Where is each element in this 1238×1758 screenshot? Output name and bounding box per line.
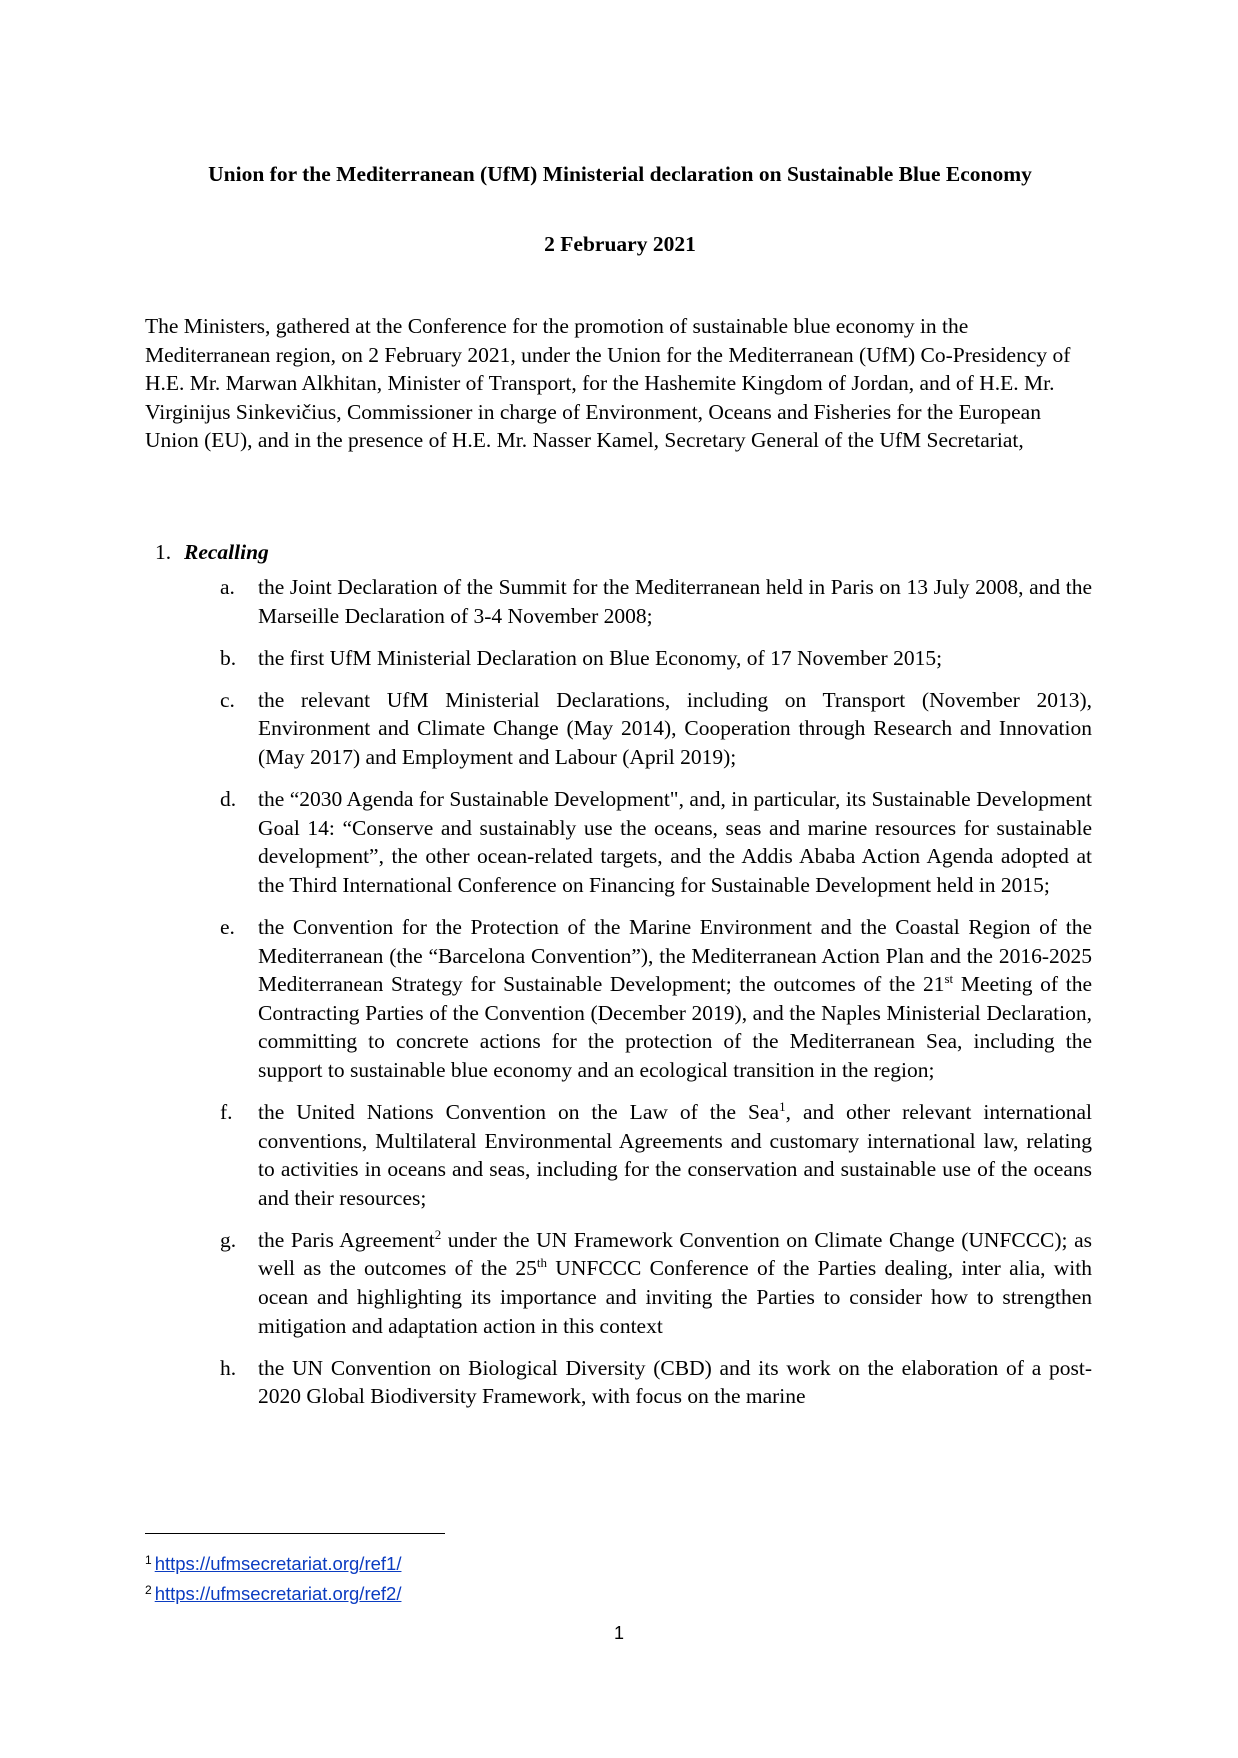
- footnote-1: [145, 1547, 401, 1577]
- item-text-part: under the UN Framework Convention on Climate Change (UNFCCC); as well as the outcomes of the 25: [258, 1227, 1092, 1281]
- footnote-reference[interactable]: 2: [434, 1226, 442, 1242]
- document-date: 2 February 2021: [544, 232, 696, 256]
- list-item: [220, 686, 1092, 772]
- ordinal-suffix: th: [536, 1255, 548, 1271]
- section-heading: [155, 538, 269, 566]
- item-letter: a.: [220, 575, 235, 599]
- item-text-part: UNFCCC Conference of the Parties dealing, inter alia, with ocean and highlighting its importance and inviting the Parties to consider how to strengthen mitigation and adaptation action in this context: [258, 1256, 1092, 1338]
- list-item: [220, 1354, 1092, 1411]
- item-text-part: , and other relevant international conventions, Multilateral Environmental Agreements and customary international law, relating to activities in oceans and seas, including for the conservation and sustainable use of the oceans and their resources;: [258, 1100, 1093, 1210]
- item-letter: e.: [220, 914, 235, 939]
- page-number: 1: [613, 1623, 624, 1643]
- item-text-part: the United Nations Convention on the Law of the Sea: [258, 1100, 780, 1124]
- item-text: the relevant UfM Ministerial Declarations, including on Transport (November 2013), Environment and Climate Change (May 2014), Cooperation through Research and Innovation (May 2017) and Employment and Labour (April 2019);: [258, 687, 1092, 769]
- section-number: 1.: [155, 540, 172, 564]
- footnote-reference[interactable]: 1: [779, 1099, 786, 1114]
- list-item: [220, 644, 1092, 673]
- list-item: [220, 785, 1092, 899]
- document-title: Union for the Mediterranean (UfM) Ministerial declaration on Sustainable Blue Economy: [208, 162, 1032, 186]
- item-letter: d.: [220, 787, 237, 812]
- item-letter: f.: [220, 1100, 233, 1124]
- item-text: the “2030 Agenda for Sustainable Development", and, in particular, its Sustainable Development Goal 14: “Conserve and sustainably use the oceans, seas and marine resources for sustainable development”, the other ocean-related targets, and the Addis Ababa Action Agenda adopted at the Third International Conference on Financing for Sustainable Development held in 2015;: [258, 787, 1092, 897]
- item-text: the UN Convention on Biological Diversity (CBD) and its work on the elaboration of a post-2020 Global Biodiversity Framework, with focus on the marine: [258, 1355, 1092, 1409]
- item-text: the first UfM Ministerial Declaration on Blue Economy, of 17 November 2015;: [258, 645, 943, 670]
- item-letter: c.: [220, 687, 235, 712]
- footnote-link[interactable]: https://ufmsecretariat.org/ref2/: [154, 1583, 402, 1604]
- item-text: the Joint Declaration of the Summit for the Mediterranean held in Paris on 13 July 2008, and the Marseille Declaration of 3-4 November 2008;: [258, 575, 1092, 628]
- footnote-link[interactable]: https://ufmsecretariat.org/ref1/: [154, 1553, 402, 1574]
- footnote-mark: 2: [145, 1583, 152, 1597]
- item-text-part: the Paris Agreement: [258, 1227, 435, 1252]
- footnote-divider: [145, 1533, 445, 1534]
- intro-paragraph: The Ministers, gathered at the Conference for the promotion of sustainable blue economy in the Mediterranean region, on 2 February 2021, under the Union for the Mediterranean (UfM) Co-Presidency of H.E. Mr. Marwan Alkhitan, Minister of Transport, for the Hashemite Kingdom of Jordan, and of H.E. Mr. Virginijus Sinkevičius, Commissioner in charge of Environment, Oceans and Fisheries for the European Union (EU), and in the presence of H.E. Mr. Nasser Kamel, Secretary General of the UfM Secretariat,: [145, 314, 1071, 453]
- footnotes: [145, 1547, 401, 1607]
- item-letter: g.: [220, 1227, 237, 1252]
- item-letter: b.: [220, 645, 237, 670]
- item-letter: h.: [220, 1355, 237, 1380]
- list-item: [220, 1098, 1093, 1212]
- recalling-list: [220, 573, 1093, 1424]
- item-text-part: the Convention for the Protection of the Marine Environment and the Coastal Region of the Mediterranean (the “Barcelona Convention”), the Mediterranean Action Plan and the 2016-2025 Mediterranean Strategy for Sustainable Development; the outcomes of the 21: [258, 914, 1092, 997]
- footnote-mark: 1: [145, 1553, 152, 1567]
- ordinal-suffix: st: [944, 971, 954, 987]
- item-text-part: Meeting of the Contracting Parties of the Convention (December 2019), and the Naples Ministerial Declaration, committing to concrete actions for the protection of the Mediterranean Sea, including the support to sustainable blue economy and an ecological transition in the region;: [258, 972, 1093, 1082]
- section-label: Recalling: [184, 540, 269, 564]
- list-item: [220, 913, 1093, 1085]
- footnote-2: [145, 1577, 401, 1607]
- list-item: [220, 573, 1092, 630]
- list-item: [220, 1226, 1092, 1340]
